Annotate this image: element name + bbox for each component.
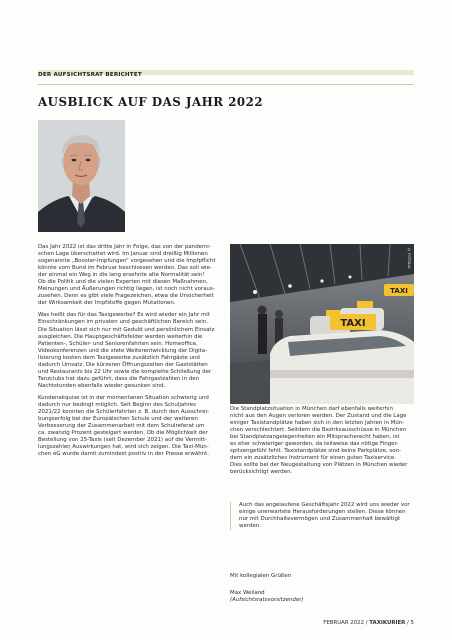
text-line: spitzengefühl fehlt. Taxistandplätze sind keine Parkplätze, son-: [230, 448, 401, 455]
text-line: Die Situation lässt sich nur mit Geduld und persönlichem Einsatz: [38, 326, 215, 333]
text-line: Kundenakquise ist in der momentanen Situation schwierig und: [38, 394, 209, 401]
right-text-column: [230, 406, 416, 481]
paragraph: [38, 312, 224, 390]
text-line: sogenannte „Booster-Impfungen“ vorgesehen und die Impfpflicht: [38, 258, 216, 265]
text-line: ca. zwanzig Prozent gesteigert werden. Ob die Möglichkeit der: [38, 430, 208, 437]
text-line: und Restaurants bis 22 Uhr sowie die komplette Schließung der: [38, 368, 212, 375]
page-footer: [323, 620, 414, 626]
footer-issue: FEBRUAR 2022 /: [323, 620, 370, 626]
text-line: dadurch Umsatz. Die kürzeren Öffnungszeiten der Gaststätten: [38, 361, 208, 368]
text-line: nicht aus den Augen verloren werden. Der Zustand und die Lage: [230, 413, 407, 420]
section-label: DER AUFSICHTSRAT BERICHTET: [38, 72, 142, 78]
text-line: schen Lage überschattet wird. Im Januar sind dreißig Millionen: [38, 251, 208, 258]
taxi-rank-photo: [230, 244, 414, 404]
article-headline: AUSBLICK AUF DAS JAHR 2022: [38, 95, 264, 109]
taxi-rank-drawing: [230, 244, 414, 404]
signature-role: (Aufsichtsratsvorsitzender): [230, 597, 304, 603]
text-line: Auch das angelaufene Geschäftsjahr 2022 wird uns wieder vor: [239, 502, 410, 508]
author-portrait-image: [38, 120, 125, 232]
highlighted-quote: [230, 502, 416, 530]
text-line: Meinungen und Äußerungen richtig liegen, ist noch nicht voraus-: [38, 286, 215, 293]
text-line: nur mit Durchhaltevermögen und Zusammenhalt bewältigt: [239, 516, 401, 523]
text-line: dern ein zusätzliches Instrument für einen guten Taxiservice.: [230, 455, 396, 462]
footer-magazine: TAXIKURIER: [369, 620, 406, 626]
text-line: Bestellung von 25-Taxis (seit Dezember 2021) auf die Vermitt-: [38, 437, 208, 444]
text-line: dadurch nur bedingt möglich. Seit Beginn des Schuljahres: [38, 401, 196, 408]
text-line: ausgleichen. Die Hauptgeschäftsfelder werden weiterhin die: [38, 333, 203, 340]
text-line: Nachtstunden ebenfalls wieder gesunken sind.: [38, 382, 166, 389]
text-line: Was heißt das für das Taxigewerbe? Es wird wieder ein Jahr mit: [38, 312, 210, 319]
text-line: werden.: [239, 523, 261, 530]
text-line: chen eG wurde damit zumindest positiv in der Presse erwähnt.: [38, 451, 209, 458]
text-line: Einschränkungen im privaten und geschäftlichen Bereich sein.: [38, 319, 208, 326]
author-portrait-drawing: [38, 120, 125, 232]
text-line: Das Jahr 2022 ist das dritte Jahr in Folge, das von der pandemi-: [38, 244, 211, 250]
text-line: chen verschlechtert. Seitdem die Bezirksausschüsse in München: [230, 427, 407, 434]
text-line: 2021/22 konnten die Schülerfahrten z. B. durch den Ausschrei-: [38, 409, 210, 416]
text-line: Verbesserung der Zusammenarbeit mit dem Schulreferat um: [38, 423, 205, 430]
text-line: lisierung kosten dem Taxigewerbe zusätzlich Fahrgäste und: [38, 354, 200, 361]
text-line: der einmal ein Weg in die lang ersehnte alte Normalität sein!: [38, 272, 205, 279]
photo-credit: © FOTOLIA: [407, 248, 411, 269]
text-line: berücksichtigt werden.: [230, 469, 293, 476]
closing-line: Mit kollegialen Grüßen: [230, 573, 292, 579]
paragraph: [38, 244, 224, 307]
footer-page-number: / 5: [405, 620, 414, 626]
text-line: bungserfolg bei der Europäischen Schule und der weiteren: [38, 416, 198, 423]
left-text-column: [38, 244, 224, 463]
text-line: einige unerwartete Herausforderungen stellen. Diese können: [239, 509, 406, 516]
text-line: Dies sollte bei der Neugestaltung von Plätzen in München wieder: [230, 462, 408, 469]
text-line: es eher schwieriger geworden, da teilweise das nötige Finger-: [230, 441, 399, 448]
text-line: Patienten-, Schüler- und Seniorenfahrten sein. Homeoffice,: [38, 340, 198, 347]
text-line: Tanzclubs hat dazu geführt, dass die Fahrgastzahlen in den: [38, 375, 199, 382]
text-line: der Wirksamkeit der Impfstoffe gegen Mutationen.: [38, 300, 176, 307]
text-line: einiger Taxistandplätze haben sich in den letzten Jahren in Mün-: [230, 420, 405, 427]
signature-name: Max Weiland: [230, 590, 265, 596]
text-line: Videokonferenzen und die stete Weiterentwicklung der Digita-: [38, 347, 208, 354]
text-line: bei Standplatzangelegenheiten ein Mitspracherecht haben, ist: [230, 434, 400, 441]
text-line: lungszahlen Auswirkungen hat, wird sich zeigen. Die Taxi-Mün-: [38, 444, 209, 451]
text-line: könnte vom Bund im Februar beschlossen werden. Das soll wie-: [38, 265, 212, 272]
svg-text:TAXI: TAXI: [340, 318, 366, 329]
section-divider: [38, 84, 414, 85]
text-line: zusehen. Denn es gibt viele Fragezeichen, etwa die Unsicherheit: [38, 293, 214, 300]
svg-text:TAXI: TAXI: [390, 287, 408, 295]
text-line: Die Standplatzsituation in München darf ebenfalls weiterhin: [230, 406, 393, 412]
text-line: Ob die Politik und die vielen Experten mit diesen Maßnahmen,: [38, 279, 208, 286]
paragraph: [38, 395, 224, 458]
signoff-block: [230, 573, 304, 603]
paragraph: [230, 406, 416, 476]
